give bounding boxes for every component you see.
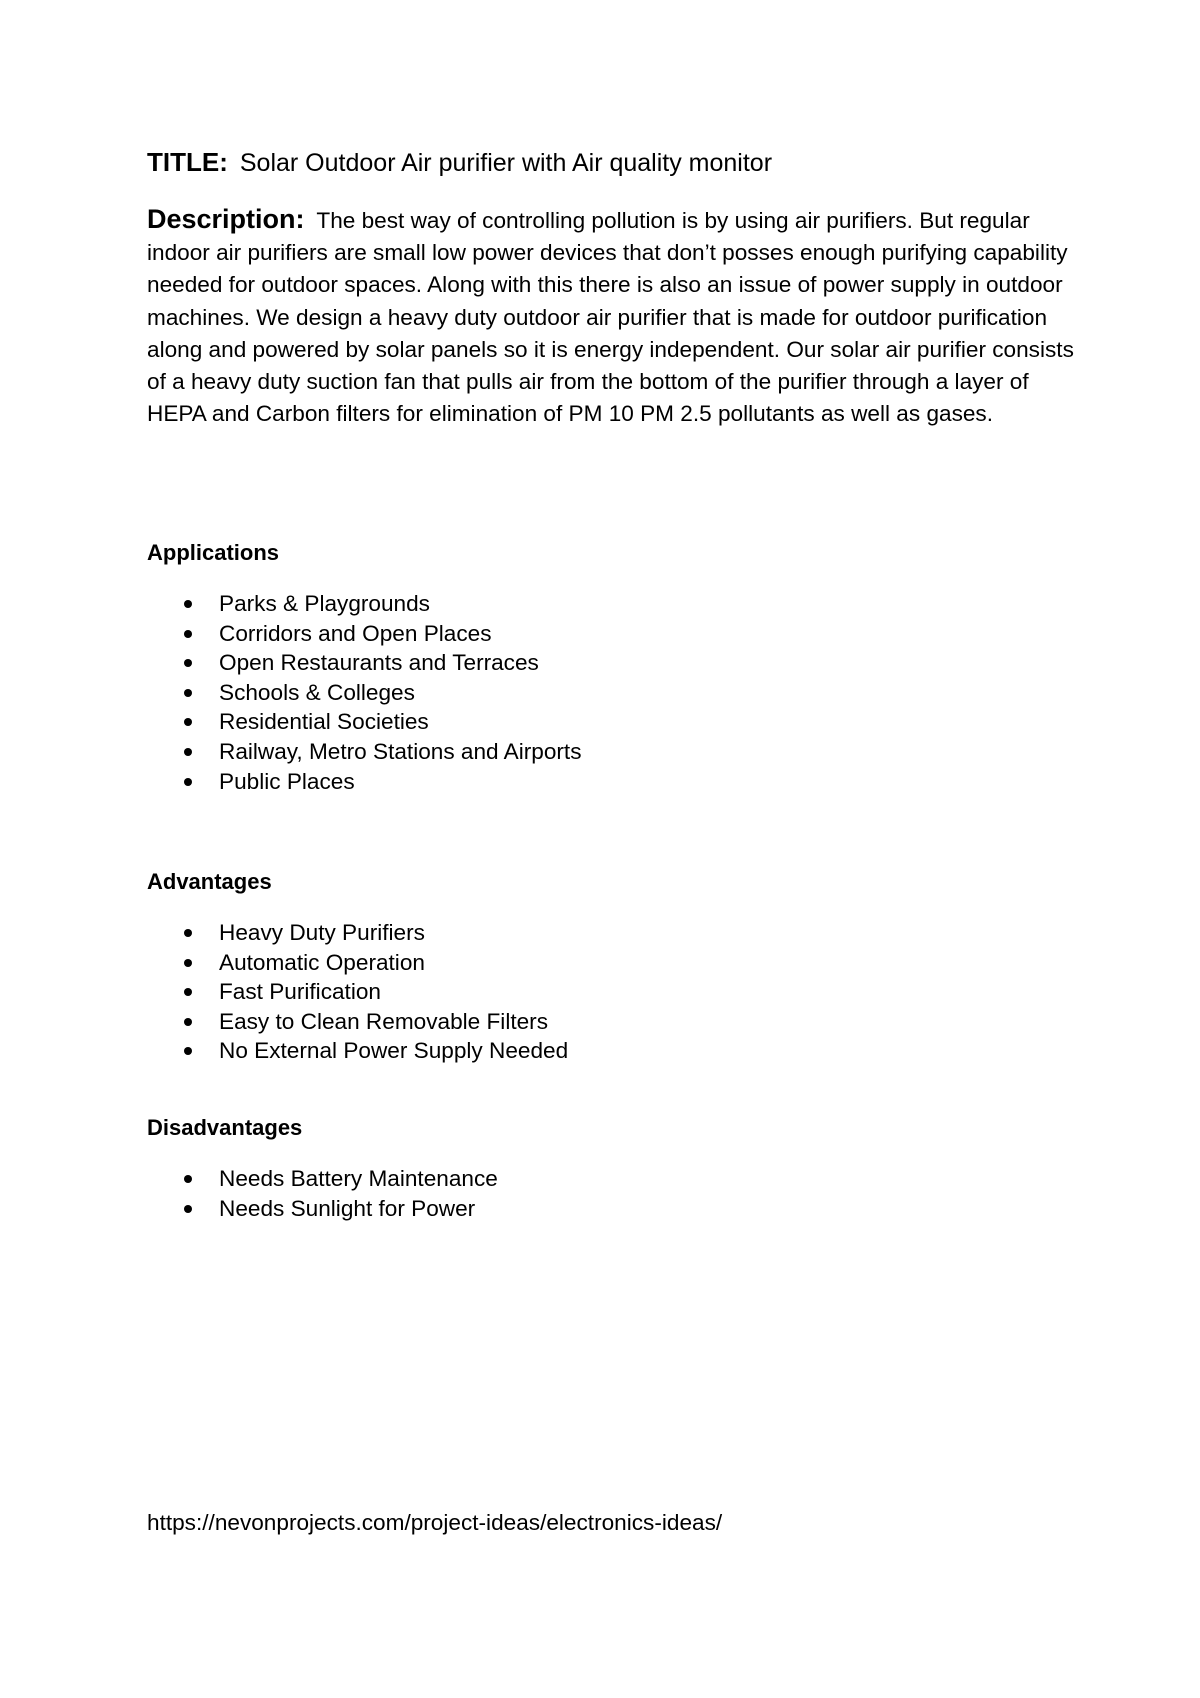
bullet-icon bbox=[184, 748, 192, 756]
list-item: Corridors and Open Places bbox=[147, 619, 582, 649]
bullet-icon bbox=[184, 689, 192, 697]
bullet-icon bbox=[184, 1018, 192, 1026]
applications-heading: Applications bbox=[147, 540, 280, 565]
disadvantages-heading: Disadvantages bbox=[147, 1115, 303, 1140]
list-item: Open Restaurants and Terraces bbox=[147, 648, 582, 678]
bullet-icon bbox=[184, 1047, 192, 1055]
bullet-icon bbox=[184, 659, 192, 667]
list-item: Heavy Duty Purifiers bbox=[147, 918, 568, 948]
list-item: Railway, Metro Stations and Airports bbox=[147, 737, 582, 767]
list-item: Residential Societies bbox=[147, 707, 582, 737]
bullet-icon bbox=[184, 959, 192, 967]
title-text: Solar Outdoor Air purifier with Air quality monitor bbox=[239, 149, 773, 177]
bullet-icon bbox=[184, 600, 192, 608]
description-text: The best way of controlling pollution is by using air purifiers. But regular indoor air purifiers are small low power devices that don’t posses enough purifying capability needed for outdoor spaces. Along with this there is also an issue of power supply in outdoor machines. We design a heavy duty outdoor air purifier that is made for outdoor purification along and powered by solar panels so it is energy independent. Our solar air purifier consists of a heavy duty suction fan that pulls air from the bottom of the purifier through a layer of HEPA and Carbon filters for elimination of PM 10 PM 2.5 pollutants as well as gases. bbox=[147, 208, 1074, 427]
list-item: Needs Sunlight for Power bbox=[147, 1194, 498, 1224]
list-item: Automatic Operation bbox=[147, 948, 568, 978]
disadvantages-list bbox=[147, 1164, 498, 1223]
bullet-icon bbox=[184, 718, 192, 726]
list-item: No External Power Supply Needed bbox=[147, 1036, 568, 1066]
bullet-icon bbox=[184, 1175, 192, 1183]
bullet-icon bbox=[184, 1205, 192, 1213]
title-label: TITLE: bbox=[147, 147, 228, 177]
bullet-icon bbox=[184, 988, 192, 996]
list-item: Fast Purification bbox=[147, 977, 568, 1007]
description-label: Description: bbox=[147, 204, 305, 234]
description-paragraph bbox=[147, 203, 1077, 430]
list-item: Needs Battery Maintenance bbox=[147, 1164, 498, 1194]
list-item: Parks & Playgrounds bbox=[147, 589, 582, 619]
advantages-list bbox=[147, 918, 568, 1066]
list-item: Easy to Clean Removable Filters bbox=[147, 1007, 568, 1037]
bullet-icon bbox=[184, 778, 192, 786]
bullet-icon bbox=[184, 630, 192, 638]
source-url-link[interactable]: https://nevonprojects.com/project-ideas/electronics-ideas/ bbox=[147, 1510, 723, 1535]
list-item: Public Places bbox=[147, 767, 582, 797]
list-item: Schools & Colleges bbox=[147, 678, 582, 708]
document-title bbox=[147, 146, 772, 179]
applications-list bbox=[147, 589, 582, 796]
bullet-icon bbox=[184, 929, 192, 937]
advantages-heading: Advantages bbox=[147, 869, 272, 894]
